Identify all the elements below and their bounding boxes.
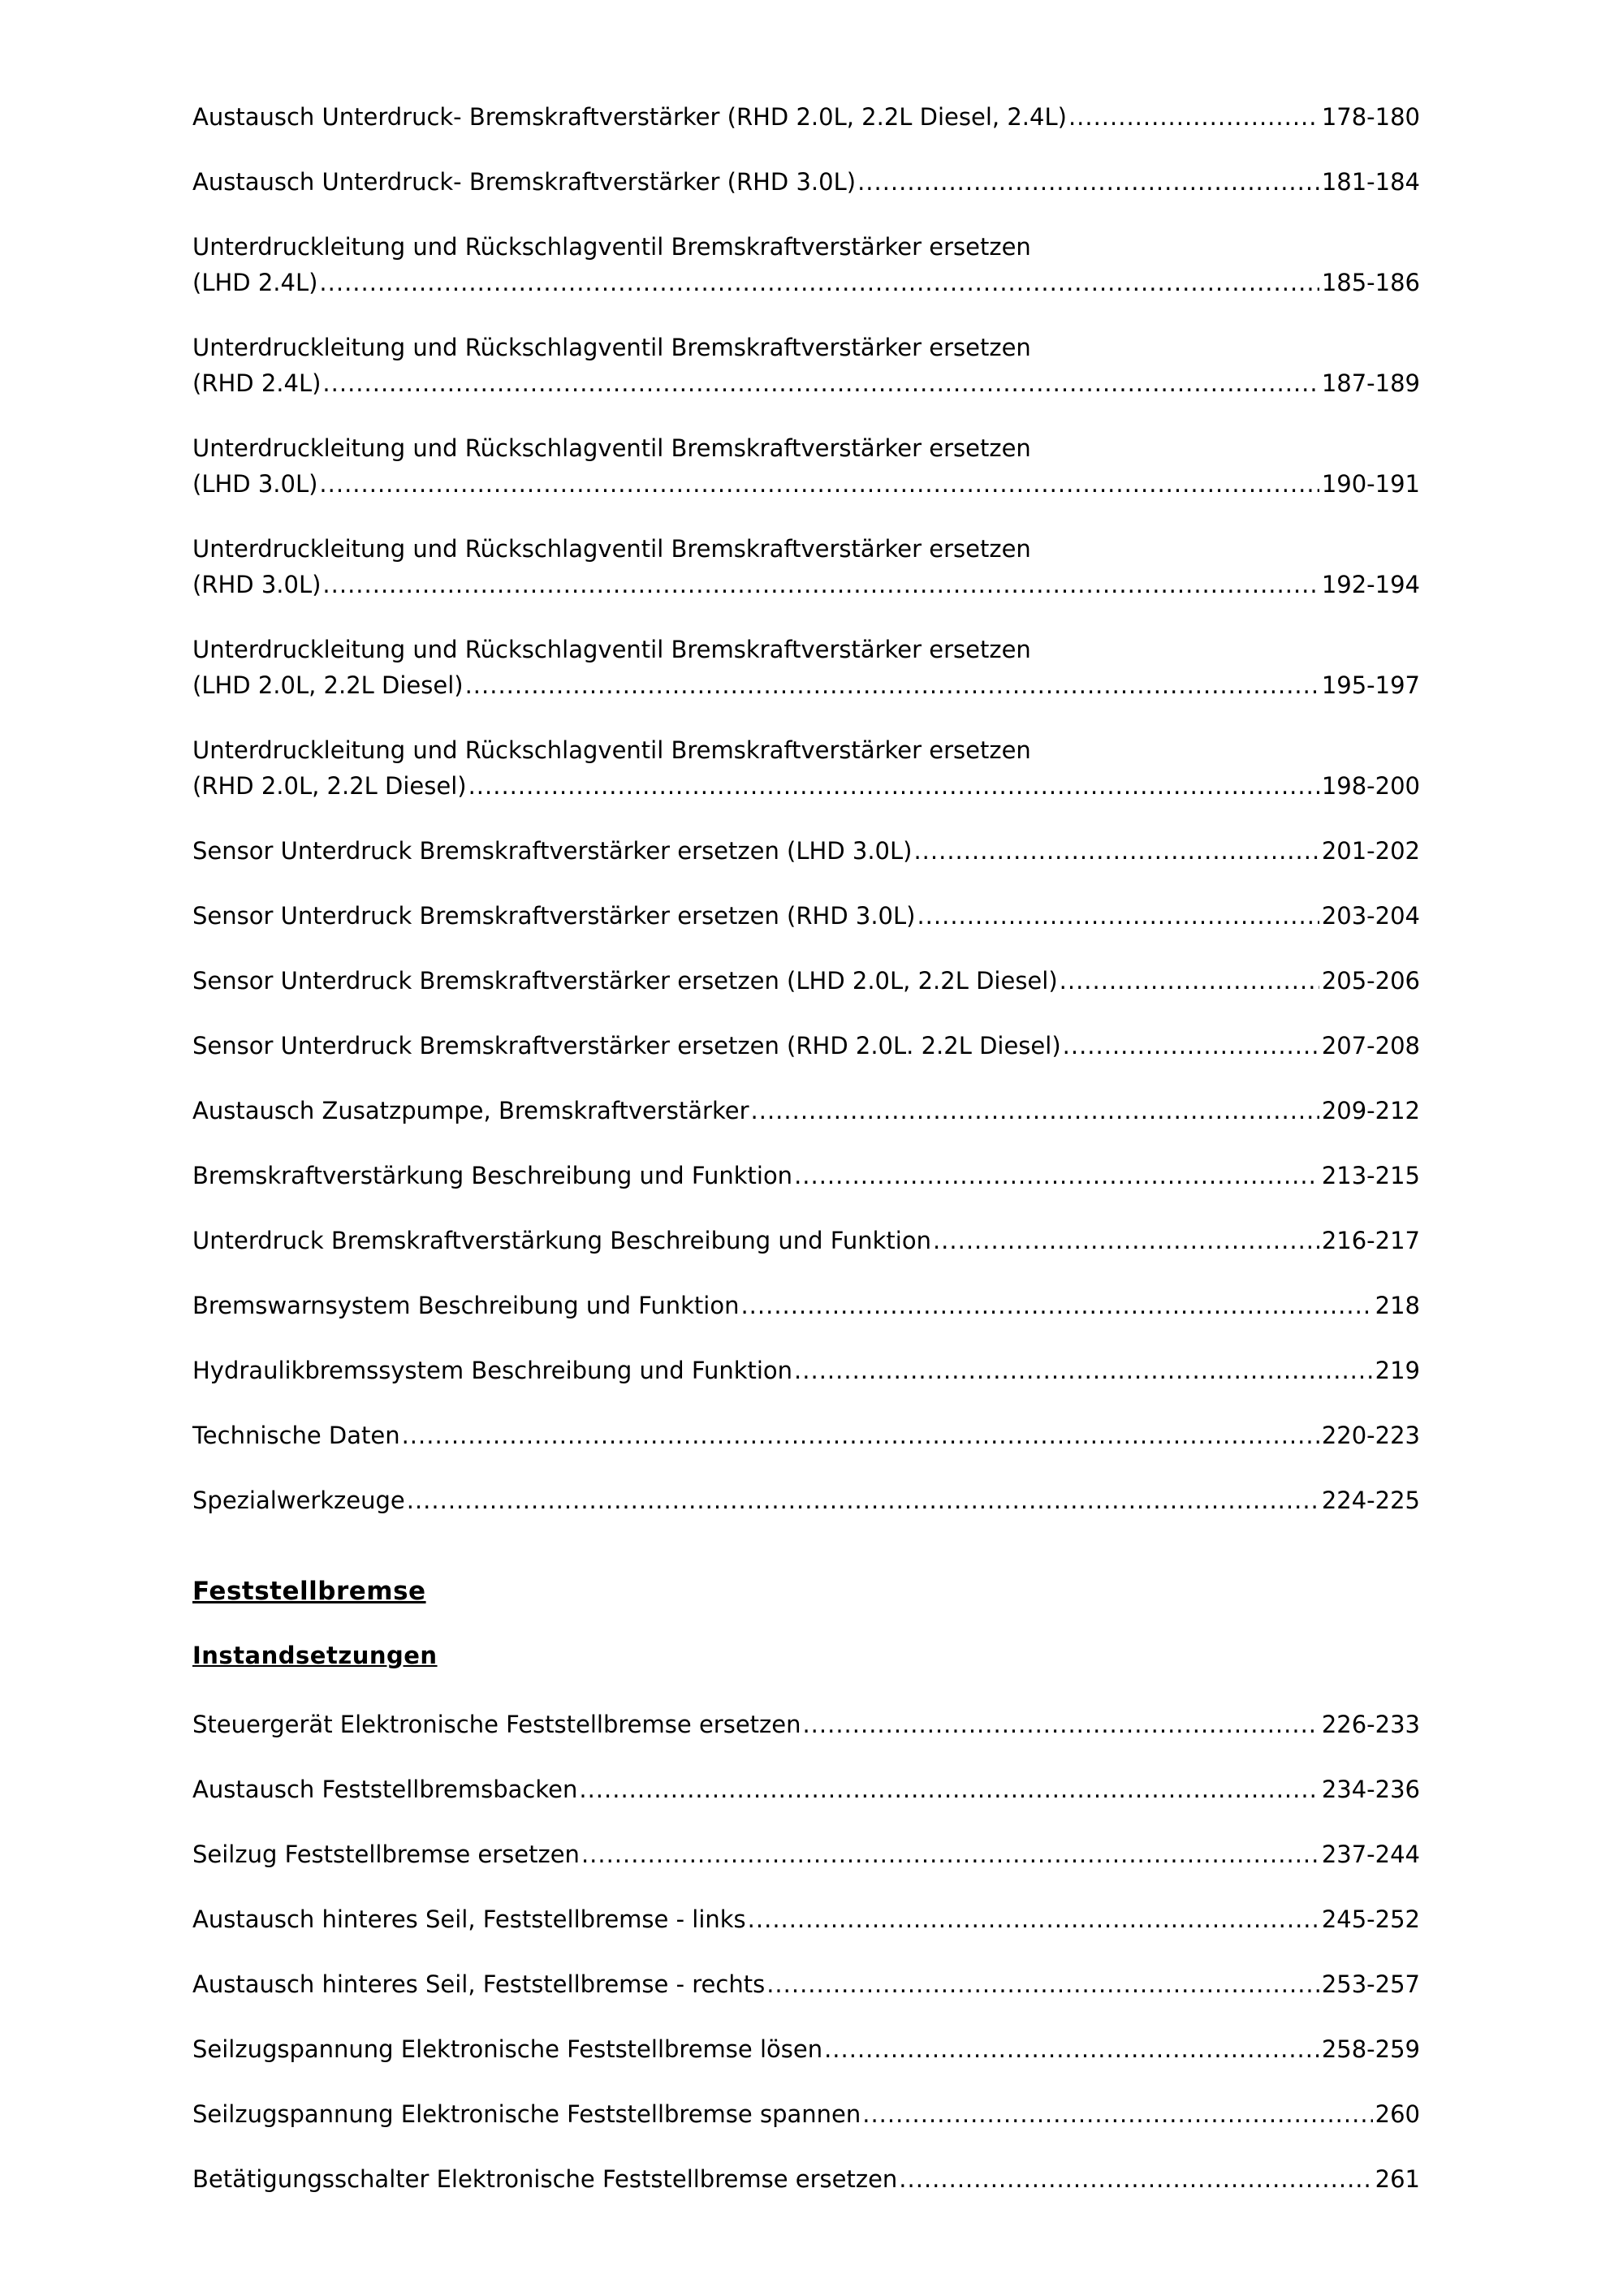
toc-entry-title: Betätigungsschalter Elektronische Feststellbremse ersetzen [192, 2165, 898, 2193]
toc-entry-title: Bremskraftverstärkung Beschreibung und Funktion [192, 1162, 793, 1189]
toc-entry [192, 2031, 1420, 2067]
toc-entry-title: Austausch Feststellbremsbacken [192, 1776, 578, 1803]
toc-entry-pages: 209-212 [1321, 1097, 1420, 1124]
toc-entry-row [192, 963, 1420, 999]
toc-entry-title: Austausch hinteres Seil, Feststellbremse - rechts [192, 1970, 766, 1998]
dot-leader [802, 1707, 1319, 1742]
dot-leader [581, 1836, 1319, 1872]
toc-entry-title: (RHD 2.0L, 2.2L Diesel) [192, 772, 467, 800]
toc-entry-title: Sensor Unterdruck Bremskraftverstärker ersetzen (LHD 2.0L, 2.2L Diesel) [192, 967, 1058, 995]
dot-leader [322, 365, 1319, 401]
toc-entry-row [192, 2096, 1420, 2132]
dot-leader [917, 898, 1319, 934]
toc-entry-row [192, 1901, 1420, 1937]
toc-entry-pages: 190-191 [1321, 470, 1420, 498]
dot-leader [933, 1223, 1319, 1258]
toc-entry-title: (RHD 3.0L) [192, 571, 322, 598]
toc-entry-row [192, 265, 1420, 300]
toc-entry-title: Austausch Unterdruck- Bremskraftverstärker (RHD 2.0L, 2.2L Diesel, 2.4L) [192, 103, 1067, 131]
toc-entry-row [192, 1093, 1420, 1129]
toc-entry-row [192, 898, 1420, 934]
toc-entry-title: Austausch Zusatzpumpe, Bremskraftverstärker [192, 1097, 749, 1124]
dot-leader [751, 1093, 1319, 1129]
dot-leader [465, 667, 1319, 703]
dot-leader [824, 2031, 1319, 2067]
dot-leader [740, 1288, 1372, 1323]
toc-entry-title-line1: Unterdruckleitung und Rückschlagventil Bremskraftverstärker ersetzen [192, 233, 1031, 261]
toc-entry-row [192, 1418, 1420, 1453]
toc-section-feststellbremse [192, 1707, 1420, 2197]
toc-entry-title: Seilzugspannung Elektronische Feststellbremse spannen [192, 2100, 861, 2128]
toc-entry-title: Technische Daten [192, 1422, 400, 1449]
subsection-heading-instandsetzungen: Instandsetzungen [192, 1642, 438, 1669]
toc-entry [192, 833, 1420, 869]
toc-entry-row [192, 466, 1420, 502]
toc-entry-title: Unterdruck Bremskraftverstärkung Beschreibung und Funktion [192, 1227, 931, 1254]
dot-leader [319, 265, 1319, 300]
toc-entry-pages: 181-184 [1321, 168, 1420, 196]
toc-entry-title: Hydraulikbremssystem Beschreibung und Funktion [192, 1357, 793, 1384]
toc-entry-pages: 224-225 [1321, 1487, 1420, 1514]
toc-entry-pages: 198-200 [1321, 772, 1420, 800]
toc-entry-title: Sensor Unterdruck Bremskraftverstärker ersetzen (RHD 3.0L) [192, 902, 916, 930]
dot-leader [899, 2161, 1372, 2197]
table-of-contents [192, 99, 1420, 2197]
toc-entry-title: Steuergerät Elektronische Feststellbremse ersetzen [192, 1711, 801, 1738]
toc-entry-title-line1: Unterdruckleitung und Rückschlagventil Bremskraftverstärker ersetzen [192, 636, 1031, 663]
toc-entry-row [192, 2161, 1420, 2197]
toc-entry-title: (LHD 3.0L) [192, 470, 318, 498]
dot-leader [766, 1966, 1319, 2002]
toc-entry [192, 330, 1420, 401]
toc-entry-pages: 207-208 [1321, 1032, 1420, 1060]
toc-entry-pages: 218 [1375, 1292, 1420, 1319]
dot-leader [468, 768, 1319, 804]
dot-leader [857, 164, 1319, 200]
toc-entry [192, 1353, 1420, 1388]
toc-entry-title-line1: Unterdruckleitung und Rückschlagventil Bremskraftverstärker ersetzen [192, 434, 1031, 462]
toc-entry-row [192, 768, 1420, 804]
toc-entry-row [192, 1482, 1420, 1518]
toc-entry-row [192, 1158, 1420, 1193]
toc-entry-title: Austausch hinteres Seil, Feststellbremse - links [192, 1905, 746, 1933]
toc-entry-row [192, 1223, 1420, 1258]
toc-entry-pages: 261 [1375, 2165, 1420, 2193]
dot-leader [862, 2096, 1372, 2132]
toc-entry-title: (LHD 2.0L, 2.2L Diesel) [192, 671, 464, 699]
toc-entry-title: Spezialwerkzeuge [192, 1487, 405, 1514]
toc-entry [192, 1482, 1420, 1518]
section-heading-feststellbremse: Feststellbremse [192, 1577, 426, 1606]
dot-leader [579, 1772, 1319, 1807]
toc-entry [192, 164, 1420, 200]
toc-entry-title: Sensor Unterdruck Bremskraftverstärker ersetzen (LHD 3.0L) [192, 837, 913, 865]
toc-entry-pages: 213-215 [1321, 1162, 1420, 1189]
toc-entry-row [192, 2031, 1420, 2067]
toc-entry [192, 1158, 1420, 1193]
dot-leader [794, 1353, 1373, 1388]
toc-entry-row [192, 365, 1420, 401]
toc-entry [192, 632, 1420, 703]
toc-entry-row [192, 1028, 1420, 1064]
toc-entry-pages: 187-189 [1321, 369, 1420, 397]
toc-entry-row [192, 567, 1420, 602]
toc-entry [192, 2096, 1420, 2132]
toc-entry [192, 430, 1420, 502]
toc-entry-pages: 234-236 [1321, 1776, 1420, 1803]
dot-leader [319, 466, 1319, 502]
toc-entry-pages: 260 [1375, 2100, 1420, 2128]
dot-leader [794, 1158, 1319, 1193]
toc-entry-pages: 258-259 [1321, 2035, 1420, 2063]
toc-entry-title: Bremswarnsystem Beschreibung und Funktion [192, 1292, 740, 1319]
toc-entry [192, 963, 1420, 999]
toc-entry-row [192, 1707, 1420, 1742]
toc-entry-pages: 226-233 [1321, 1711, 1420, 1738]
toc-entry-row [192, 1966, 1420, 2002]
toc-entry-pages: 201-202 [1321, 837, 1420, 865]
toc-entry-pages: 237-244 [1321, 1841, 1420, 1868]
toc-entry-title: (RHD 2.4L) [192, 369, 322, 397]
toc-entry-row [192, 164, 1420, 200]
dot-leader [1060, 963, 1319, 999]
toc-entry-pages: 178-180 [1321, 103, 1420, 131]
toc-entry-row [192, 99, 1420, 135]
toc-entry-title-line1: Unterdruckleitung und Rückschlagventil Bremskraftverstärker ersetzen [192, 736, 1031, 764]
toc-entry [192, 2161, 1420, 2197]
toc-entry [192, 1901, 1420, 1937]
toc-entry-row [192, 833, 1420, 869]
toc-entry-title: Sensor Unterdruck Bremskraftverstärker ersetzen (RHD 2.0L. 2.2L Diesel) [192, 1032, 1061, 1060]
toc-entry-title: Seilzugspannung Elektronische Feststellbremse lösen [192, 2035, 823, 2063]
toc-entry [192, 1223, 1420, 1258]
toc-entry [192, 99, 1420, 135]
dot-leader [322, 567, 1319, 602]
toc-entry-pages: 192-194 [1321, 571, 1420, 598]
toc-entry [192, 1028, 1420, 1064]
toc-entry [192, 1418, 1420, 1453]
dot-leader [748, 1901, 1319, 1937]
toc-entry [192, 229, 1420, 300]
toc-entry [192, 1772, 1420, 1807]
toc-entry [192, 898, 1420, 934]
toc-entry [192, 732, 1420, 804]
toc-entry-title: (LHD 2.4L) [192, 269, 318, 296]
toc-entry-row [192, 1353, 1420, 1388]
dot-leader [1063, 1028, 1319, 1064]
toc-entry [192, 1288, 1420, 1323]
toc-entry-pages: 219 [1375, 1357, 1420, 1384]
toc-entry-title: Seilzug Feststellbremse ersetzen [192, 1841, 580, 1868]
dot-leader [913, 833, 1319, 869]
toc-section-bremskraftverstaerker [192, 99, 1420, 1518]
toc-entry-title-line1: Unterdruckleitung und Rückschlagventil Bremskraftverstärker ersetzen [192, 334, 1031, 361]
toc-entry-pages: 245-252 [1321, 1905, 1420, 1933]
dot-leader [407, 1482, 1319, 1518]
toc-entry-row [192, 1836, 1420, 1872]
toc-entry [192, 1707, 1420, 1742]
toc-entry-pages: 220-223 [1321, 1422, 1420, 1449]
toc-entry-pages: 205-206 [1321, 967, 1420, 995]
toc-entry-pages: 253-257 [1321, 1970, 1420, 1998]
toc-entry [192, 531, 1420, 602]
toc-entry [192, 1836, 1420, 1872]
toc-entry-title-line1: Unterdruckleitung und Rückschlagventil Bremskraftverstärker ersetzen [192, 535, 1031, 563]
toc-entry-row [192, 1288, 1420, 1323]
dot-leader [1068, 99, 1319, 135]
toc-entry-pages: 185-186 [1321, 269, 1420, 296]
toc-entry-pages: 203-204 [1321, 902, 1420, 930]
toc-entry-row [192, 1772, 1420, 1807]
toc-entry [192, 1093, 1420, 1129]
dot-leader [402, 1418, 1319, 1453]
toc-entry [192, 1966, 1420, 2002]
toc-entry-title: Austausch Unterdruck- Bremskraftverstärker (RHD 3.0L) [192, 168, 857, 196]
toc-entry-pages: 195-197 [1321, 671, 1420, 699]
toc-entry-row [192, 667, 1420, 703]
toc-entry-pages: 216-217 [1321, 1227, 1420, 1254]
